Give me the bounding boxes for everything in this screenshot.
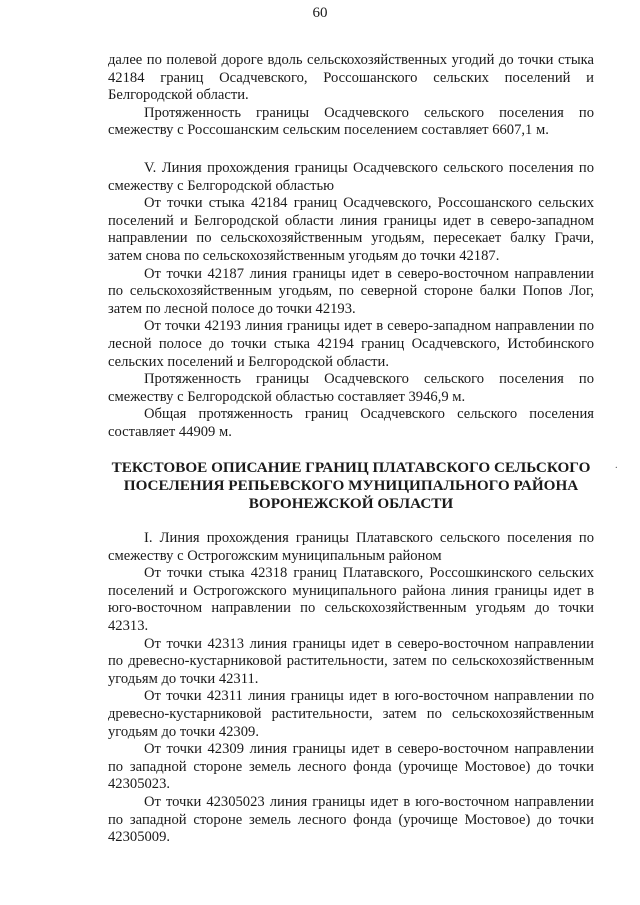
paragraph: От точки стыка 42318 границ Платавского, Россошкинского сельских поселений и Острогожского муниципального района линия границы идет в юго-восточном направлении по сельскохозяйственным угодьям до точки 42313.: [108, 565, 594, 634]
paragraph: От точки 42309 линия границы идет в северо-восточном направлении по западной стороне земель лесного фонда (урочище Мостовое) до точки 42305023.: [108, 741, 594, 793]
section-heading: V. Линия прохождения границы Осадчевского сельского поселения по смежеству с Белгородской областью: [108, 160, 594, 194]
section-belgorod-border: [108, 160, 594, 442]
section-heading: I. Линия прохождения границы Платавского сельского поселения по смежеству с Острогожским муниципальным районом: [108, 530, 594, 564]
paragraph: От точки 42193 линия границы идет в северо-западном направлении по лесной полосе до точки стыка 42194 границ Осадчевского, Истобинского сельских поселений и Белгородской области.: [108, 318, 594, 370]
paragraph: От точки 42313 линия границы идет в северо-восточном направлении по древесно-кустарниковой растительности, затем по сельскохозяйственным угодьям до точки 42311.: [108, 635, 594, 687]
paragraph: далее по полевой дороге вдоль сельскохозяйственных угодий до точки стыка 42184 границ Осадчевского, Россошанского сельских поселений и Белгородской области.: [108, 52, 594, 104]
paragraph: От точки 42187 линия границы идет в северо-восточном направлении по сельскохозяйственным угодьям, по северной стороне балки Попов Лог, затем по лесной полосе до точки 42193.: [108, 265, 594, 317]
page-number: 60: [312, 5, 328, 21]
paragraph: Протяженность границы Осадчевского сельского поселения по смежеству с Белгородской областью составляет 3946,9 м.: [108, 371, 594, 405]
paragraph: Протяженность границы Осадчевского сельского поселения по смежеству с Россошанским сельским поселением составляет 6607,1 м.: [108, 104, 594, 139]
title-line: ВОРОНЕЖСКОЙ ОБЛАСТИ: [248, 495, 454, 512]
section-platavskoe-ostrogozhsk: [108, 530, 594, 847]
title-line: ТЕКСТОВОЕ ОПИСАНИЕ ГРАНИЦ ПЛАТАВСКОГО СЕЛЬСКОГО: [111, 459, 591, 476]
paragraph: От точки 42305023 линия границы идет в юго-восточном направлении по западной стороне земель лесного фонда (урочище Мостовое) до точки 42305009.: [108, 793, 594, 846]
paragraph: От точки 42311 линия границы идет в юго-восточном направлении по древесно-кустарниковой растительности, затем по сельскохозяйственным угодьям до точки 42309.: [108, 688, 594, 740]
paragraph: От точки стыка 42184 границ Осадчевского, Россошанского сельских поселений и Белгородской области линия границы идет в северо-западном направлении по сельскохозяйственным угодьям, пересекает балку Грачи, затем снова по сельскохозяйственным угодьям до точки 42187.: [108, 195, 594, 264]
paragraph: Общая протяженность границ Осадчевского сельского поселения составляет 44909 м.: [108, 406, 594, 440]
title-line: ПОСЕЛЕНИЯ РЕПЬЕВСКОГО МУНИЦИПАЛЬНОГО РАЙОНА: [123, 477, 579, 494]
margin-mark: ·: [614, 463, 618, 474]
document-title: [108, 459, 594, 513]
section-osadchevskoe-end: [108, 52, 594, 140]
